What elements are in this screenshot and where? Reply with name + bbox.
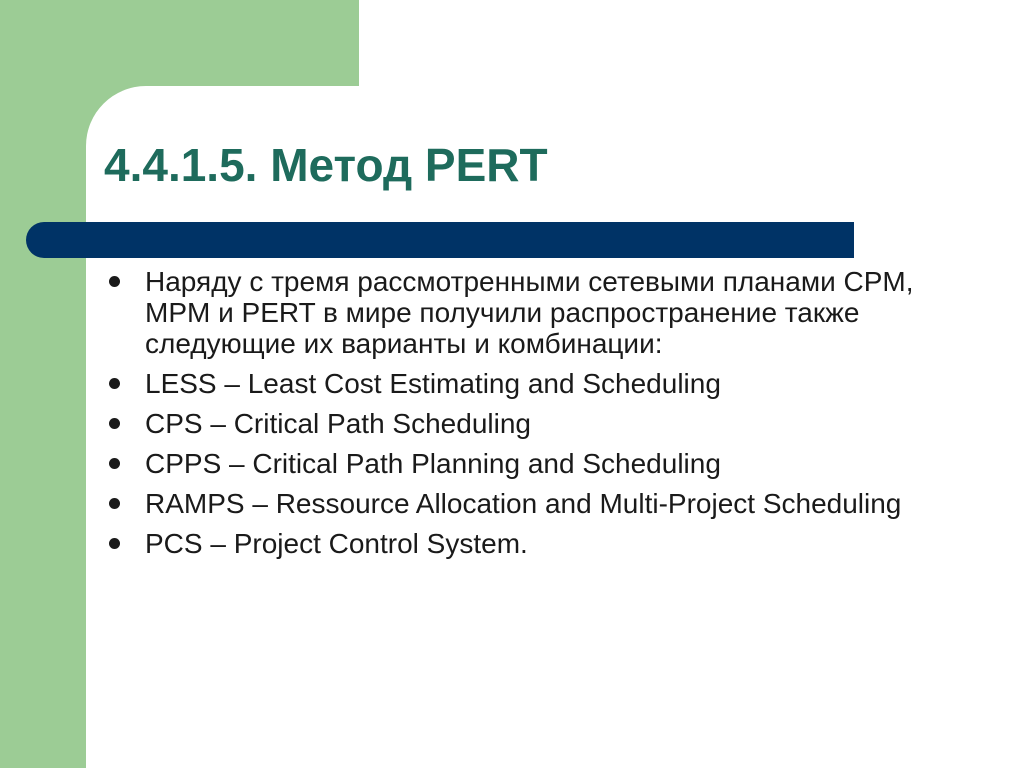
bullet-item-pcs [104, 528, 924, 559]
bullet-text: PCS – Project Control System. [145, 528, 528, 559]
bullet-item-cpps [104, 448, 924, 479]
bullet-item-ramps [104, 488, 924, 519]
bullet-dot-icon [109, 276, 120, 287]
bullet-text: Наряду с тремя рассмотренными сетевыми планами CPM, MPM и PERT в мире получили распространение также следующие их варианты и комбинации: [145, 266, 914, 359]
bullet-text: RAMPS – Ressource Allocation and Multi-Project Scheduling [145, 488, 902, 519]
bullet-dot-icon [109, 498, 120, 509]
bullet-list [104, 266, 924, 568]
bullet-item-intro [104, 266, 924, 359]
bullet-text: CPPS – Critical Path Planning and Scheduling [145, 448, 721, 479]
bullet-dot-icon [109, 538, 120, 549]
bullet-text: LESS – Least Cost Estimating and Scheduling [145, 368, 721, 399]
bullet-dot-icon [109, 378, 120, 389]
bullet-text: CPS – Critical Path Scheduling [145, 408, 531, 439]
bullet-item-cps [104, 408, 924, 439]
bullet-dot-icon [109, 458, 120, 469]
bullet-item-less [104, 368, 924, 399]
bullet-dot-icon [109, 418, 120, 429]
green-decor-band-left [0, 0, 86, 768]
slide-title: 4.4.1.5. Метод PERT [104, 139, 548, 191]
title-underline-bar [26, 222, 854, 258]
green-decor-band-top [0, 0, 359, 86]
